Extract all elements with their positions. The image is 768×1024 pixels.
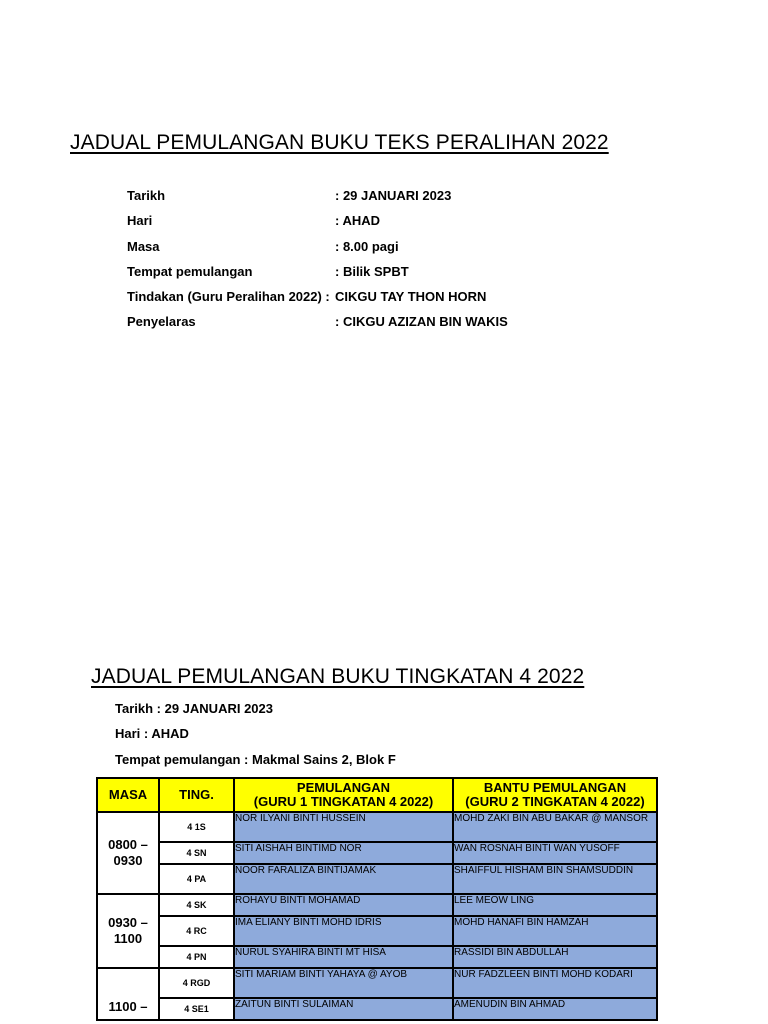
detail-date: Tarikh : 29 JANUARI 2023 (115, 701, 273, 716)
section-title: JADUAL PEMULANGAN BUKU TINGKATAN 4 2022 (91, 665, 585, 688)
schedule-table (96, 777, 658, 1021)
detail-value: : AHAD (335, 213, 381, 229)
header-masa: MASA (97, 778, 159, 812)
guru1-cell: SITI MARIAM BINTI YAHAYA @ AYOB (234, 968, 453, 998)
masa-start: 0800 – (108, 837, 148, 852)
guru1-cell: SITI AISHAH BINTIMD NOR (234, 842, 453, 864)
detail-label: Penyelaras (127, 314, 196, 330)
ting-cell: 4 SE1 (159, 998, 234, 1020)
table-row (97, 842, 657, 864)
table-row (97, 916, 657, 946)
header-ting: TING. (159, 778, 234, 812)
guru1-cell: NOOR FARALIZA BINTIJAMAK (234, 864, 453, 894)
ting-cell: 4 RC (159, 916, 234, 946)
ting-cell: 4 RGD (159, 968, 234, 998)
header-guru2 (453, 778, 657, 812)
header-guru1-line2: (GURU 1 TINGKATAN 4 2022) (253, 794, 434, 809)
detail-label: Tarikh (127, 188, 166, 203)
detail-label: Tempat pemulangan (127, 263, 253, 279)
masa-start: 0930 – (108, 915, 148, 930)
guru2-cell: SHAIFFUL HISHAM BIN SHAMSUDDIN (453, 864, 657, 894)
detail-day: Hari : AHAD (115, 726, 189, 742)
guru2-cell: MOHD ZAKI BIN ABU BAKAR @ MANSOR (453, 812, 657, 842)
table-row (97, 968, 657, 998)
guru1-cell: ROHAYU BINTI MOHAMAD (234, 894, 453, 916)
ting-cell: 4 SK (159, 894, 234, 916)
guru2-cell: WAN ROSNAH BINTI WAN YUSOFF (453, 842, 657, 864)
guru2-cell: NUR FADZLEEN BINTI MOHD KODARI (453, 968, 657, 998)
details-list-2 (115, 700, 396, 776)
header-guru1 (234, 778, 453, 812)
table-row (97, 812, 657, 842)
table-row (97, 946, 657, 968)
masa-cell (97, 812, 159, 894)
guru2-cell: AMENUDIN BIN AHMAD (453, 998, 657, 1020)
detail-value: : 29 JANUARI 2023 (335, 188, 452, 203)
detail-value: : CIKGU AZIZAN BIN WAKIS (335, 314, 508, 330)
detail-label: Tindakan (Guru Peralihan 2022) : (127, 289, 330, 305)
ting-cell: 4 SN (159, 842, 234, 864)
guru2-cell: RASSIDI BIN ABDULLAH (453, 946, 657, 968)
header-guru2-line1: BANTU PEMULANGAN (483, 780, 627, 795)
page-title: JADUAL PEMULANGAN BUKU TEKS PERALIHAN 2022 (70, 131, 609, 154)
masa-cell (97, 894, 159, 968)
table-header-row (97, 778, 657, 812)
masa-end: 0930 (113, 853, 143, 868)
detail-place: Tempat pemulangan : Makmal Sains 2, Blok F (115, 751, 396, 767)
ting-cell: 4 1S (159, 812, 234, 842)
guru1-cell: NOR ILYANI BINTI HUSSEIN (234, 812, 453, 842)
guru2-cell: LEE MEOW LING (453, 894, 657, 916)
guru2-cell: MOHD HANAFI BIN HAMZAH (453, 916, 657, 946)
ting-cell: 4 PA (159, 864, 234, 894)
guru1-cell: ZAITUN BINTI SULAIMAN (234, 998, 453, 1020)
ting-cell: 4 PN (159, 946, 234, 968)
detail-value: CIKGU TAY THON HORN (335, 289, 487, 305)
masa-end: 1100 (113, 931, 143, 946)
guru1-cell: NURUL SYAHIRA BINTI MT HISA (234, 946, 453, 968)
detail-label: Masa (127, 238, 160, 254)
masa-start: 1100 – (108, 999, 148, 1014)
detail-value: : 8.00 pagi (335, 238, 399, 254)
header-guru2-line2: (GURU 2 TINGKATAN 4 2022) (465, 794, 645, 809)
guru1-cell: IMA ELIANY BINTI MOHD IDRIS (234, 916, 453, 946)
table-row (97, 864, 657, 894)
table-row (97, 894, 657, 916)
detail-label: Hari (127, 213, 153, 229)
masa-cell (97, 968, 159, 1020)
detail-value: : Bilik SPBT (335, 263, 409, 279)
table-row (97, 998, 657, 1020)
header-guru1-line1: PEMULANGAN (296, 780, 391, 795)
